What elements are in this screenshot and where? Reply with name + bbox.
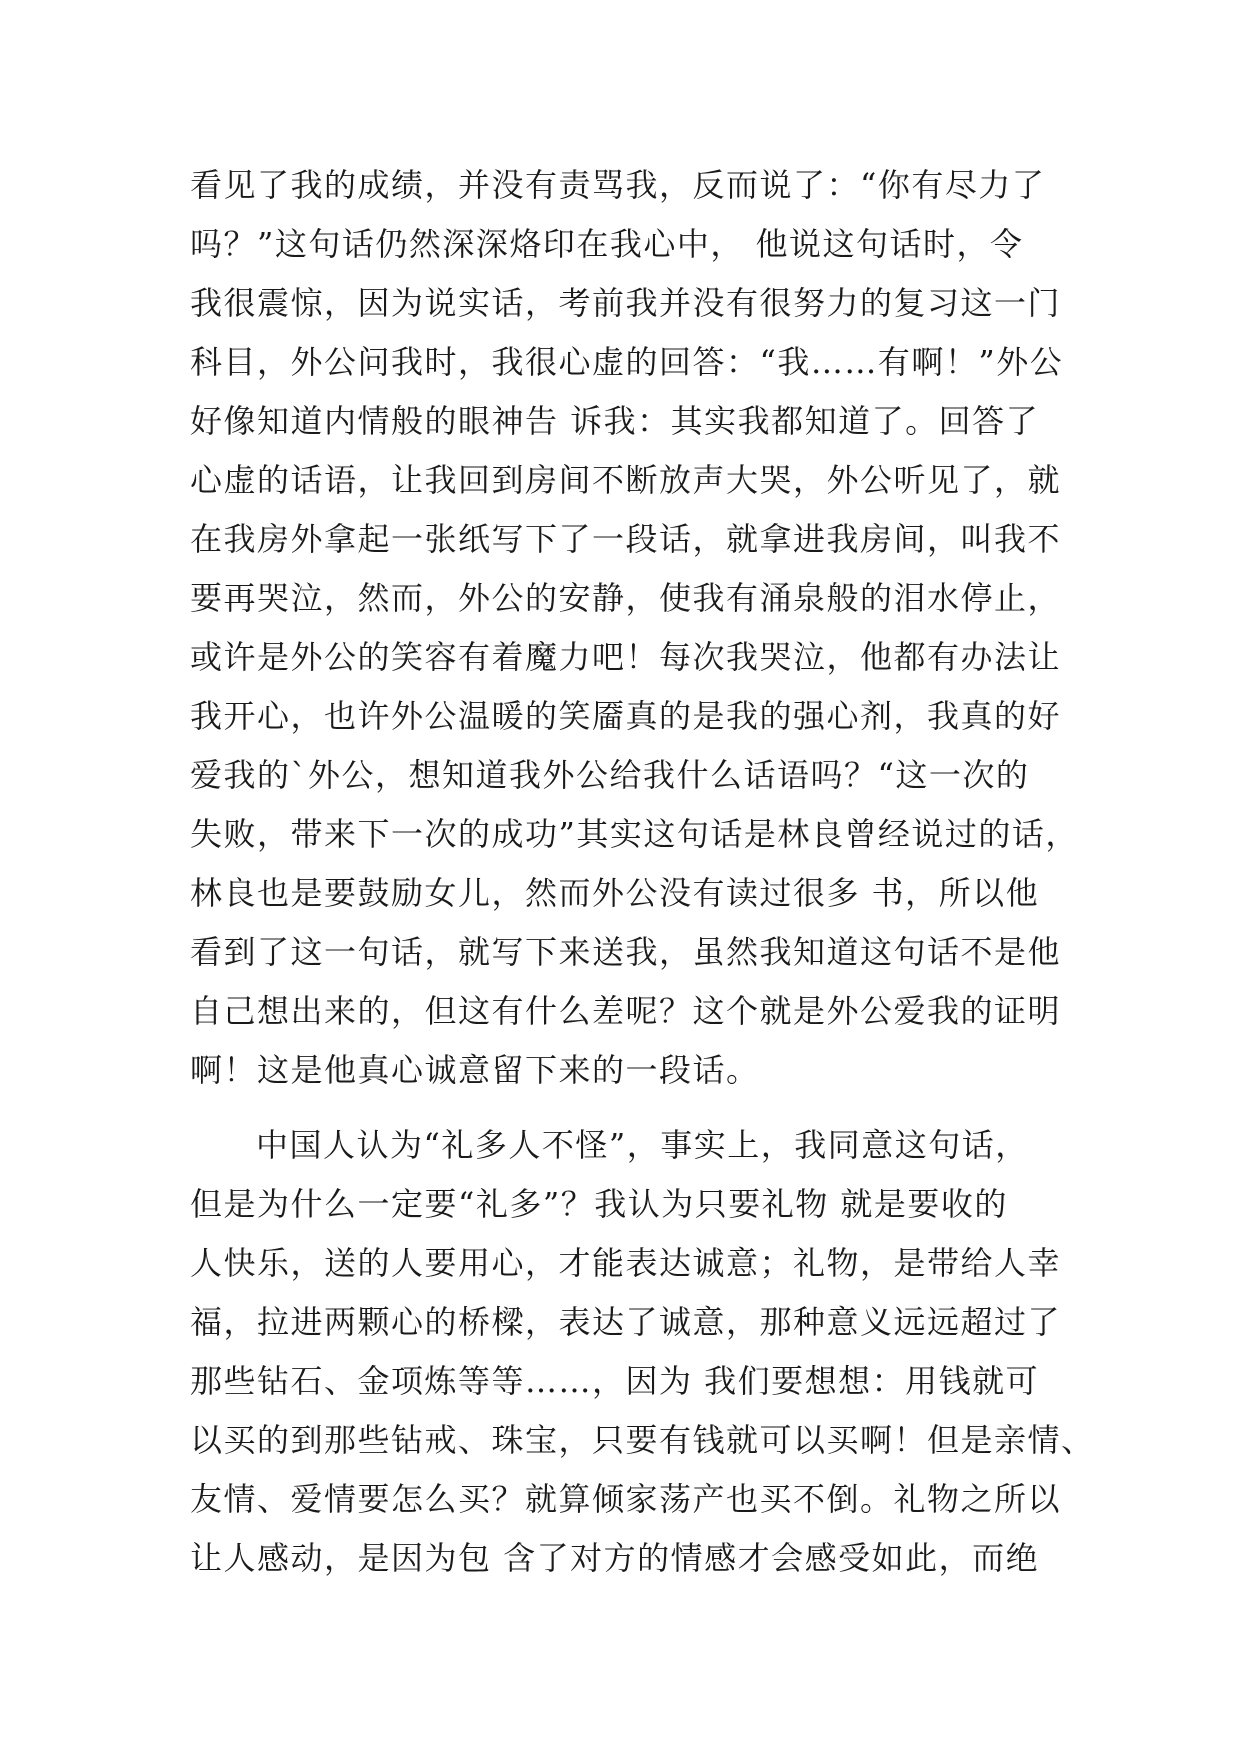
text-line: 在我房外拿起一张纸写下了一段话，就拿进我房间，叫我不 bbox=[190, 520, 1062, 558]
text-line: 福，拉进两颗心的桥樑，表达了诚意，那种意义远远超过了 bbox=[190, 1303, 1062, 1341]
text-line: 以买的到那些钻戒、珠宝，只要有钱就可以买啊！但是亲情、 bbox=[190, 1421, 1095, 1459]
text-line: 或许是外公的笑容有着魔力吧！每次我哭泣，他都有办法让 bbox=[190, 638, 1062, 676]
text-line: 吗？”这句话仍然深深烙印在我心中， 他说这句话时，令 bbox=[190, 225, 1024, 263]
text-line: 看到了这一句话，就写下来送我，虽然我知道这句话不是他 bbox=[190, 933, 1062, 971]
text-line: 我开心，也许外公温暖的笑靥真的是我的强心剂，我真的好 bbox=[190, 697, 1062, 735]
text-line: 我很震惊，因为说实话，考前我并没有很努力的复习这一门 bbox=[190, 284, 1062, 322]
paragraph-spacer bbox=[190, 1100, 1070, 1116]
text-line: 爱我的`外公，想知道我外公给我什么话语吗？“这一次的 bbox=[190, 756, 1030, 794]
text-line: 心虚的话语，让我回到房间不断放声大哭，外公听见了，就 bbox=[190, 461, 1062, 499]
text-line: 友情、爱情要怎么买？就算倾家荡产也买不倒。礼物之所以 bbox=[190, 1480, 1062, 1518]
text-line: 科目，外公问我时，我很心虚的回答：“我……有啊！”外公 bbox=[190, 343, 1064, 381]
text-line: 好像知道内情般的眼神告 诉我：其实我都知道了。回答了 bbox=[190, 402, 1040, 440]
text-line-first-indented: 中国人认为“礼多人不怪”，事实上，我同意这句话， bbox=[256, 1126, 1029, 1164]
text-line: 让人感动，是因为包 含了对方的情感才会感受如此，而绝 bbox=[190, 1539, 1040, 1577]
text-line: 自己想出来的，但这有什么差呢？这个就是外公爱我的证明 bbox=[190, 992, 1062, 1030]
text-line: 要再哭泣，然而，外公的安静，使我有涌泉般的泪水停止， bbox=[190, 579, 1062, 617]
text-line: 那些钻石、金项炼等等……，因为 我们要想想：用钱就可 bbox=[190, 1362, 1040, 1400]
text-line: 失败，带来下一次的成功”其实这句话是林良曾经说过的话， bbox=[190, 815, 1079, 853]
text-line: 啊！这是他真心诚意留下来的一段话。 bbox=[190, 1051, 760, 1089]
paragraph-1 bbox=[190, 156, 1079, 1100]
text-line: 人快乐，送的人要用心，才能表达诚意；礼物，是带给人幸 bbox=[190, 1244, 1062, 1282]
paragraph-2 bbox=[190, 1116, 1095, 1588]
text-line: 林良也是要鼓励女儿，然而外公没有读过很多 书，所以他 bbox=[190, 874, 1040, 912]
text-line: 但是为什么一定要“礼多”？我认为只要礼物 就是要收的 bbox=[190, 1185, 1008, 1223]
text-line: 看见了我的成绩，并没有责骂我，反而说了：“你有尽力了 bbox=[190, 166, 1046, 204]
document-body bbox=[190, 156, 1095, 1588]
